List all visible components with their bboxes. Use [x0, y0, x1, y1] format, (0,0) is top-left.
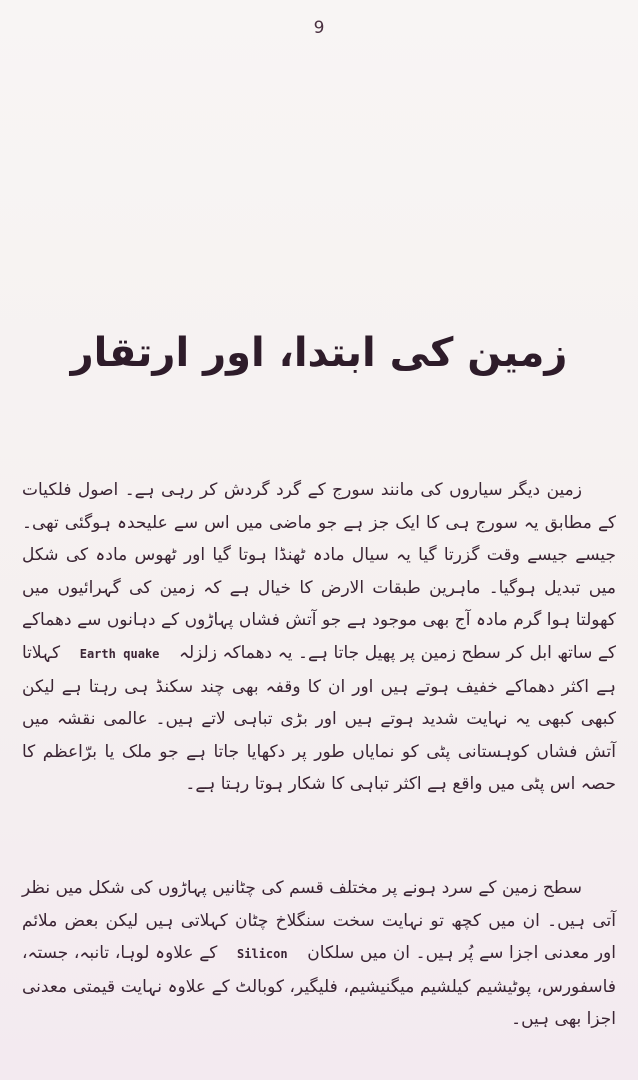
earthquake-term: Earth quake: [79, 646, 160, 661]
paragraph-1-text-before: زمین دیگر سیاروں کی مانند سورج کے گرد گردش کر رہی ہے۔ اصول فلکیات کے مطابق یہ سورج ہی کا ایک جز ہے جو ماضی میں اس سے علیحدہ ہوگئی تھی۔ جیسے جیسے وقت گزرتا گیا یہ سیال مادہ ٹھنڈا ہوتا گیا اور ٹھوس مادہ کی شکل میں تبدیل ہوگیا۔ ماہرین طبقات الارض کا خیال ہے کہ زمین کی گہرائیوں میں کھولتا ہوا گرم مادہ آج بھی موجود ہے جو آتش فشاں پہاڑوں کے دہانوں سے دھماکے کے ساتھ ابل کر سطح زمین پر پھیل جاتا ہے۔ یہ دھماکہ زلزلہ: [22, 480, 616, 663]
page-number: 9: [313, 18, 325, 38]
paragraph-2-text-before: سطح زمین کے سرد ہونے پر مختلف قسم کی چٹانیں پہاڑوں کی شکل میں نظر آتی ہیں۔ ان میں کچھ تو نہایت سخت سنگلاخ چٹان کہلاتی ہیں لیکن بعض ملائم اور معدنی اجزا سے پُر ہیں۔ ان میں سلکان: [22, 878, 616, 964]
paragraph-2-text-after: کے علاوہ لوہا، تانبہ، جستہ، فاسفورس، پوٹیشیم کیلشیم میگنیشیم، فلیگیر، کوبالٹ کے علاوہ نہایت قیمتی معدنی اجزا بھی ہیں۔: [22, 943, 616, 1030]
paragraph-rocks-minerals: [22, 872, 616, 1036]
paragraph-earth-origin: [22, 474, 616, 801]
chapter-title: زمین کی ابتدا، اور ارتقار: [70, 330, 568, 376]
paragraph-1-text-after: کہلاتا ہے اکثر دھماکے خفیف ہوتے ہیں اور ان کا وقفہ بھی چند سکنڈ ہی رہتا ہے لیکن کبھی کبھی یہ نہایت شدید ہوتے ہیں اور بڑی تباہی لاتے ہیں۔ عالمی نقشہ میں آتش فشاں کوہستانی پٹی کو نمایاں طور پر دکھایا جاتا ہے جو ملک یا برّاعظم کا حصہ اس پٹی میں واقع ہے اکثر تباہی کا شکار ہوتا رہتا ہے۔: [22, 642, 616, 795]
silicon-term: Silicon: [237, 947, 288, 962]
